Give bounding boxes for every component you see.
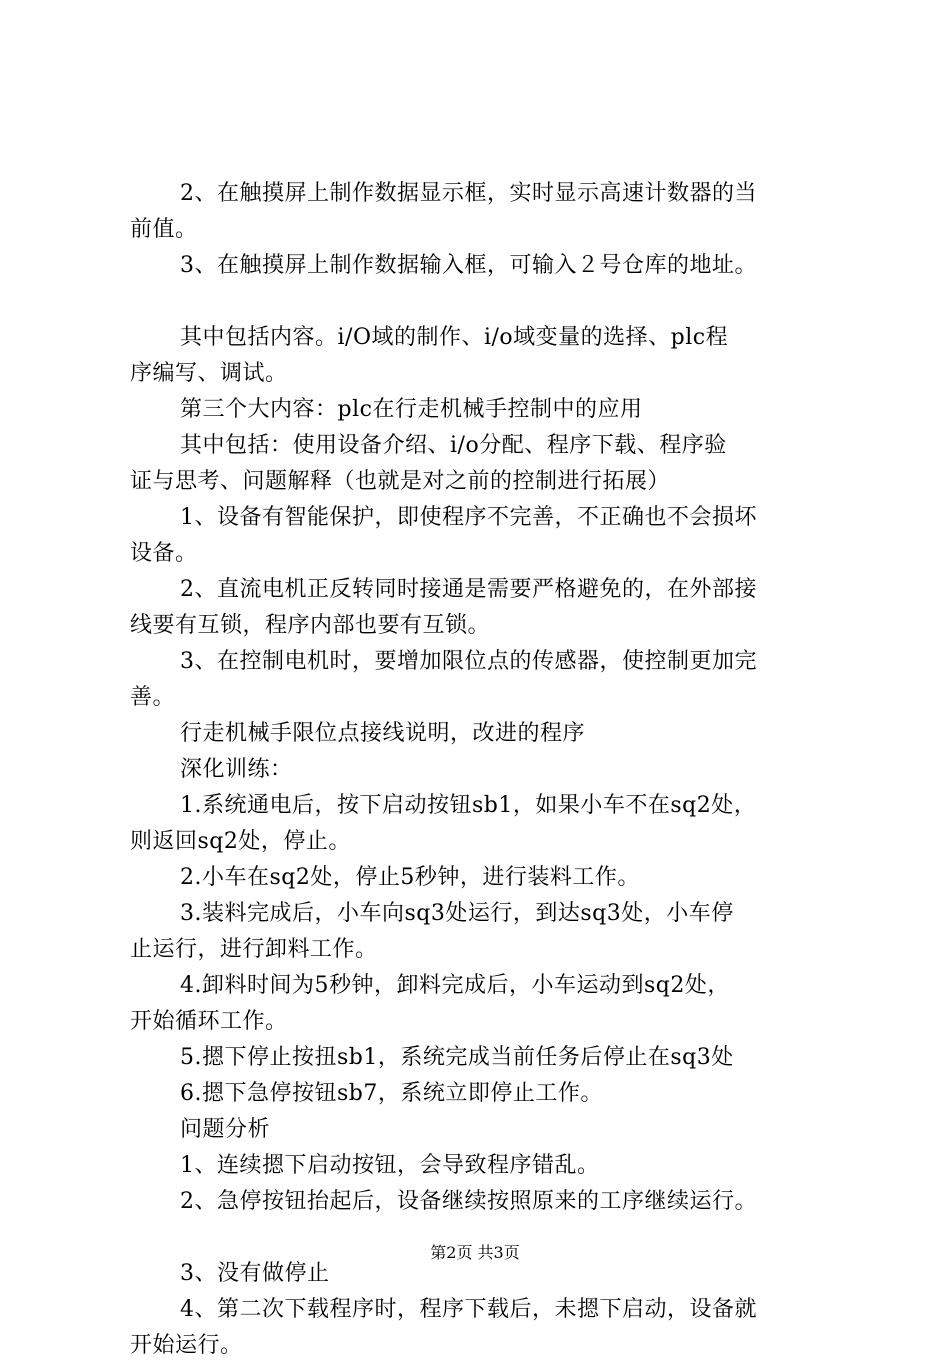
paragraph-line: 1.系统通电后，按下启动按钮sb1，如果小车不在sq2处， <box>180 793 757 818</box>
section-heading: 第三个大内容：plc在行走机械手控制中的应用 <box>180 397 643 422</box>
paragraph-line: 3.装料完成后，小车向sq3处运行，到达sq3处，小车停 <box>180 901 734 926</box>
paragraph-line: 3、在控制电机时，要增加限位点的传感器，使控制更加完 <box>180 649 757 674</box>
paragraph-line: 2、直流电机正反转同时接通是需要严格避免的，在外部接 <box>180 577 757 602</box>
paragraph-line: 4、第二次下载程序时，程序下载后，未摁下启动，设备就 <box>180 1297 757 1322</box>
blank-line <box>130 284 835 320</box>
paragraph-line: 3、在触摸屏上制作数据输入框，可输入２号仓库的地址。 <box>180 253 757 278</box>
paragraph-line: 4.卸料时间为5秒钟，卸料完成后，小车运动到sq2处， <box>180 973 730 998</box>
paragraph-line: 1、连续摁下启动按钮，会导致程序错乱。 <box>180 1153 600 1178</box>
paragraph-line: 善。 <box>130 685 176 710</box>
paragraph-line: 序编写、调试。 <box>130 361 288 386</box>
paragraph-line: 3、没有做停止 <box>180 1261 330 1286</box>
paragraph-line: 线要有互锁，程序内部也要有互锁。 <box>130 613 491 638</box>
paragraph-line: 5.摁下停止按扭sb1，系统完成当前任务后停止在sq3处 <box>180 1045 734 1070</box>
paragraph-line: 则返回sq2处，停止。 <box>130 829 351 854</box>
paragraph-line: 证与思考、问题解释（也就是对之前的控制进行拓展） <box>130 469 671 494</box>
paragraph-line: 其中包括内容。i/O域的制作、i/o域变量的选择、plc程 <box>180 325 729 350</box>
paragraph-line: 行走机械手限位点接线说明，改进的程序 <box>180 721 586 746</box>
paragraph-line: 深化训练： <box>180 757 293 782</box>
paragraph-line: 2、在触摸屏上制作数据显示框，实时显示高速计数器的当 <box>180 181 757 206</box>
paragraph-line: 其中包括：使用设备介绍、i/o分配、程序下载、程序验 <box>180 433 727 458</box>
paragraph-line: 止运行，进行卸料工作。 <box>130 937 378 962</box>
paragraph-line: 前值。 <box>130 217 198 242</box>
paragraph-line: 1、设备有智能保护，即使程序不完善，不正确也不会损坏 <box>180 505 757 530</box>
paragraph-line: 6.摁下急停按钮sb7，系统立即停止工作。 <box>180 1081 603 1106</box>
page-number-footer: 第2页 共3页 <box>430 1243 520 1262</box>
paragraph-line: 设备。 <box>130 541 198 566</box>
paragraph-line: 2.小车在sq2处，停止5秒钟，进行装料工作。 <box>180 865 640 890</box>
paragraph-line: 开始运行。 <box>130 1333 243 1358</box>
paragraph-line: 2、急停按钮抬起后，设备继续按照原来的工序继续运行。 <box>180 1189 757 1214</box>
paragraph-line: 问题分析 <box>180 1117 271 1142</box>
paragraph-line: 开始循环工作。 <box>130 1009 288 1034</box>
body-text <box>130 176 835 1364</box>
